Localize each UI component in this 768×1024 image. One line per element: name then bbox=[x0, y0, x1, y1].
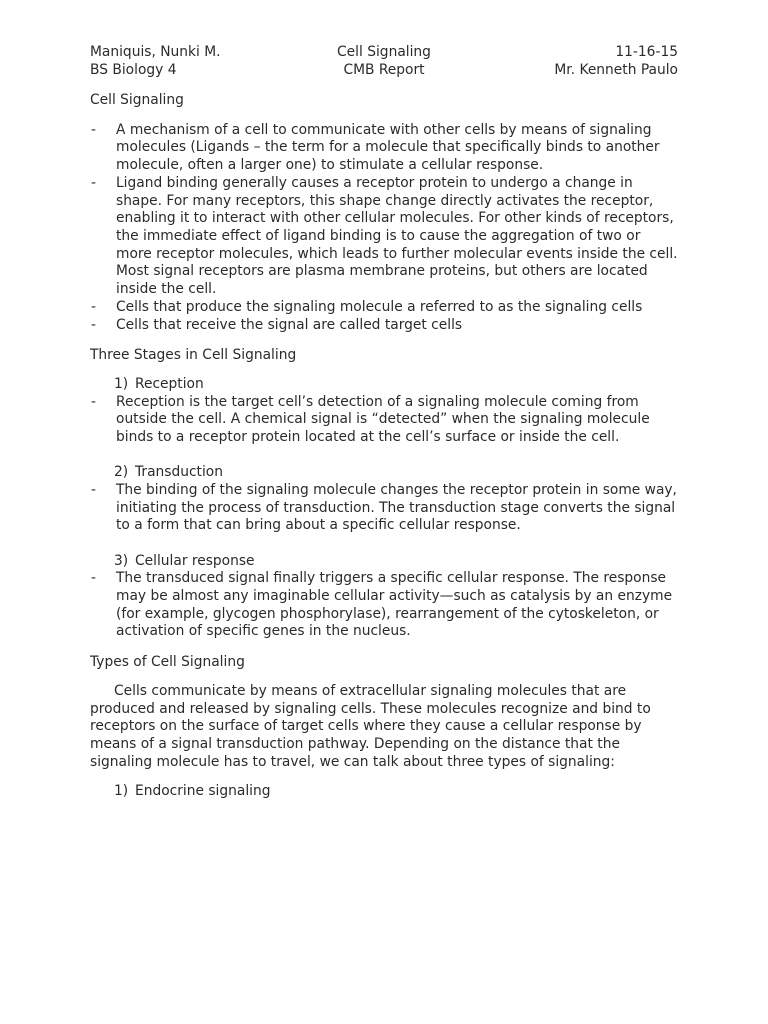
stage-heading bbox=[90, 464, 678, 482]
stage-heading bbox=[90, 376, 678, 394]
bullet-item: - The binding of the signaling molecule changes the receptor protein in some way, initiating the process of transduction. The transduction stage converts the signal to a form that can bring about a specific cellular response. bbox=[90, 482, 678, 535]
bullet-item: - Ligand binding generally causes a receptor protein to undergo a change in shape. For many receptors, this shape change directly activates the receptor, enabling it to interact with other cellular molecules. For other kinds of receptors, the immediate effect of ligand binding is to cause the aggregation of two or more receptor molecules, which leads to further molecular events inside the cell. Most signal receptors are plasma membrane proteins, but others are located inside the cell. bbox=[90, 175, 678, 299]
signaling-types-list bbox=[90, 783, 678, 801]
section-heading-cell-signaling: Cell Signaling bbox=[90, 91, 184, 108]
report-date: 11-16-15 bbox=[615, 44, 678, 60]
bullet-item: - The transduced signal finally triggers a specific cellular response. The response may be almost any imaginable cellular activity—such as catalysis by an enzyme (for example, glycogen phosphorylase), rearrangement of the cytoskeleton, or activation of specific genes in the nucleus. bbox=[90, 570, 678, 641]
list-number: 1) bbox=[114, 783, 129, 800]
bullet-item: - Reception is the target cell’s detection of a signaling molecule coming from outside the cell. A chemical signal is “detected” when the signaling molecule binds to a receptor protein located at the cell’s surface or inside the cell. bbox=[90, 394, 678, 447]
cell-signaling-bullet-list bbox=[90, 122, 678, 334]
stage-heading bbox=[90, 553, 678, 571]
report-type: CMB Report bbox=[343, 61, 425, 78]
list-label: Endocrine signaling bbox=[135, 783, 271, 800]
stage-number: 2) bbox=[114, 464, 129, 481]
stages-list bbox=[90, 376, 678, 641]
stage-bullet-list bbox=[90, 570, 678, 641]
instructor-name: Mr. Kenneth Paulo bbox=[554, 61, 678, 78]
stage-name: Transduction bbox=[135, 464, 223, 481]
student-name: Maniquis, Nunki M. bbox=[90, 44, 221, 60]
types-intro-paragraph: Cells communicate by means of extracellular signaling molecules that are produced and released by signaling cells. These molecules recognize and bind to receptors on the surface of target cells where they cause a cellular response by means of a signal transduction pathway. Depending on the distance that the signaling molecule has to travel, we can talk about three types of signaling: bbox=[90, 682, 651, 770]
stage-number: 1) bbox=[114, 375, 129, 392]
list-item bbox=[114, 783, 678, 801]
stage-bullet-list bbox=[90, 394, 678, 447]
header-left bbox=[90, 44, 221, 79]
bullet-item: - Cells that receive the signal are called target cells bbox=[90, 317, 678, 335]
bullet-item: - Cells that produce the signaling molecule a referred to as the signaling cells bbox=[90, 299, 678, 317]
document-page bbox=[90, 44, 678, 801]
stage-bullet-list bbox=[90, 482, 678, 535]
bullet-item: - A mechanism of a cell to communicate with other cells by means of signaling molecules (Ligands – the term for a molecule that specifically binds to another molecule, often a larger one) to stimulate a cellular response. bbox=[90, 122, 678, 175]
stage-cellular-response bbox=[90, 553, 678, 642]
stage-name: Reception bbox=[135, 375, 204, 392]
course-section: BS Biology 4 bbox=[90, 61, 177, 78]
report-topic: Cell Signaling bbox=[337, 44, 431, 60]
header-right bbox=[554, 44, 678, 79]
stage-name: Cellular response bbox=[135, 552, 255, 569]
section-heading-three-stages: Three Stages in Cell Signaling bbox=[90, 346, 297, 363]
stage-transduction bbox=[90, 464, 678, 535]
section-heading-types: Types of Cell Signaling bbox=[90, 653, 245, 670]
stage-reception bbox=[90, 376, 678, 447]
document-header bbox=[90, 44, 678, 79]
header-center bbox=[314, 44, 454, 79]
stage-number: 3) bbox=[114, 552, 129, 569]
